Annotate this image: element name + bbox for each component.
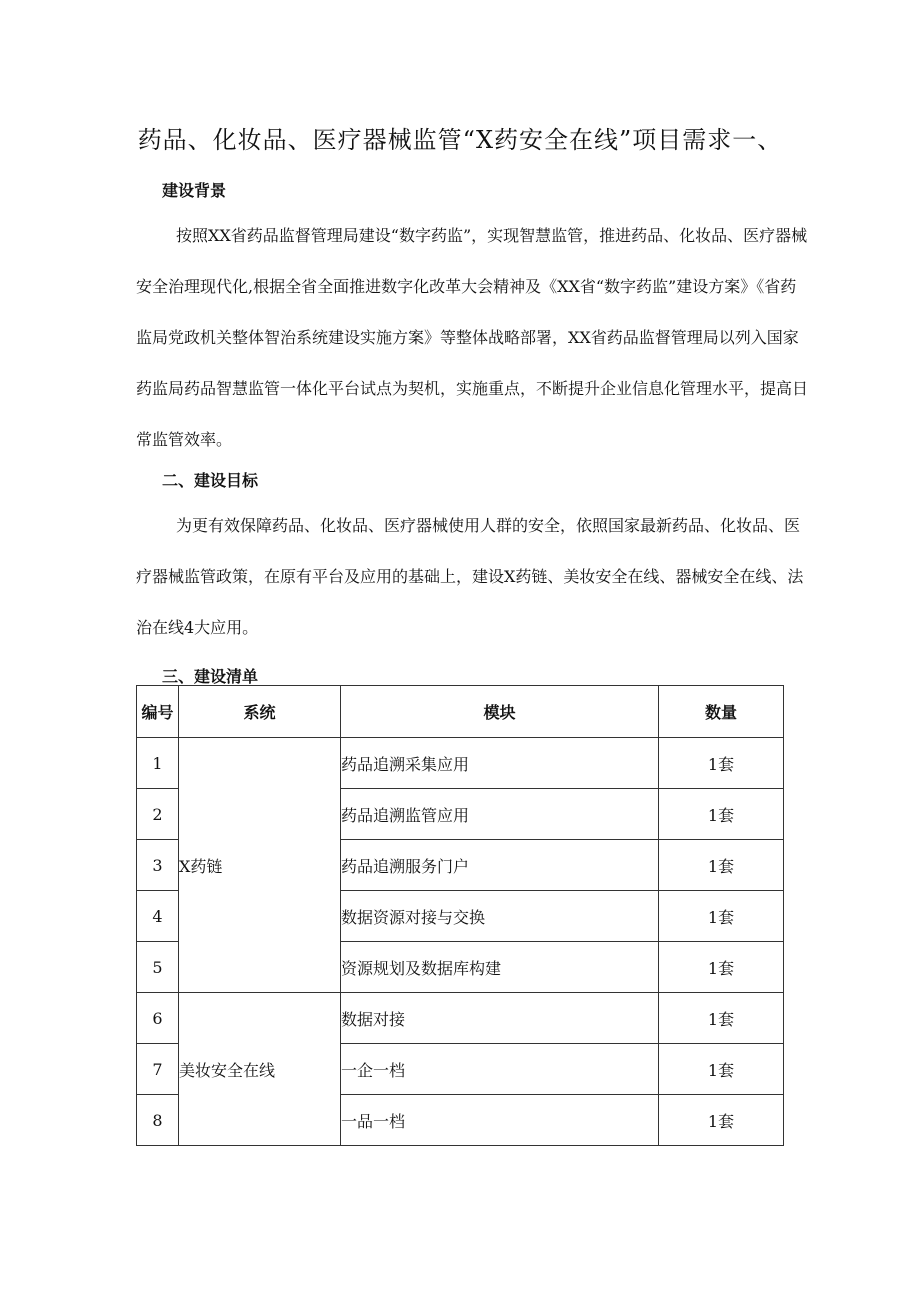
module-cell: 药品追溯采集应用	[341, 738, 659, 789]
quantity-cell: 1套	[659, 1095, 784, 1146]
row-number: 2	[137, 789, 179, 840]
row-number: 4	[137, 891, 179, 942]
goals-paragraph	[136, 500, 808, 653]
row-number: 6	[137, 993, 179, 1044]
quantity-cell: 1套	[659, 789, 784, 840]
module-cell: 一企一档	[341, 1044, 659, 1095]
document-title: 药品、化妆品、医疗器械监管“X药安全在线”项目需求一、	[137, 126, 783, 154]
table-row	[137, 738, 784, 789]
system-cell: X药链	[179, 738, 341, 993]
row-number: 5	[137, 942, 179, 993]
table-row	[137, 993, 784, 1044]
section-heading-goals: 二、建设目标	[162, 471, 259, 490]
quantity-cell: 1套	[659, 891, 784, 942]
row-number: 7	[137, 1044, 179, 1095]
header-module: 模块	[341, 686, 659, 738]
table-header-row	[137, 686, 784, 738]
construction-list-table	[136, 685, 784, 1146]
module-cell: 药品追溯服务门户	[341, 840, 659, 891]
quantity-cell: 1套	[659, 840, 784, 891]
header-system: 系统	[179, 686, 341, 738]
module-cell: 数据对接	[341, 993, 659, 1044]
module-cell: 药品追溯监管应用	[341, 789, 659, 840]
module-cell: 数据资源对接与交换	[341, 891, 659, 942]
header-quantity: 数量	[659, 686, 784, 738]
quantity-cell: 1套	[659, 993, 784, 1044]
quantity-cell: 1套	[659, 1044, 784, 1095]
quantity-cell: 1套	[659, 942, 784, 993]
goals-text: 为更有效保障药品、化妆品、医疗器械使用人群的安全，依照国家最新药品、化妆品、医疗器械监管政策，在原有平台及应用的基础上，建设X药链、美妆安全在线、器械安全在线、法治在线4大应用。	[136, 516, 804, 637]
module-cell: 一品一档	[341, 1095, 659, 1146]
system-cell: 美妆安全在线	[179, 993, 341, 1146]
row-number: 8	[137, 1095, 179, 1146]
background-paragraph	[136, 210, 808, 465]
background-text: 按照XX省药品监督管理局建设“数字药监”，实现智慧监管，推进药品、化妆品、医疗器械安全治理现代化,根据全省全面推进数字化改革大会精神及《XX省“数字药监”建设方案》《省药监局党政机关整体智治系统建设实施方案》等整体战略部署，XX省药品监督管理局以列入国家药监局药品智慧监管一体化平台试点为契机，实施重点，不断提升企业信息化管理水平，提高日常监管效率。	[136, 226, 809, 449]
quantity-cell: 1套	[659, 738, 784, 789]
section-heading-list: 三、建设清单	[162, 667, 259, 686]
row-number: 3	[137, 840, 179, 891]
section-heading-background: 建设背景	[162, 181, 227, 200]
module-cell: 资源规划及数据库构建	[341, 942, 659, 993]
header-number: 编号	[137, 686, 179, 738]
row-number: 1	[137, 738, 179, 789]
